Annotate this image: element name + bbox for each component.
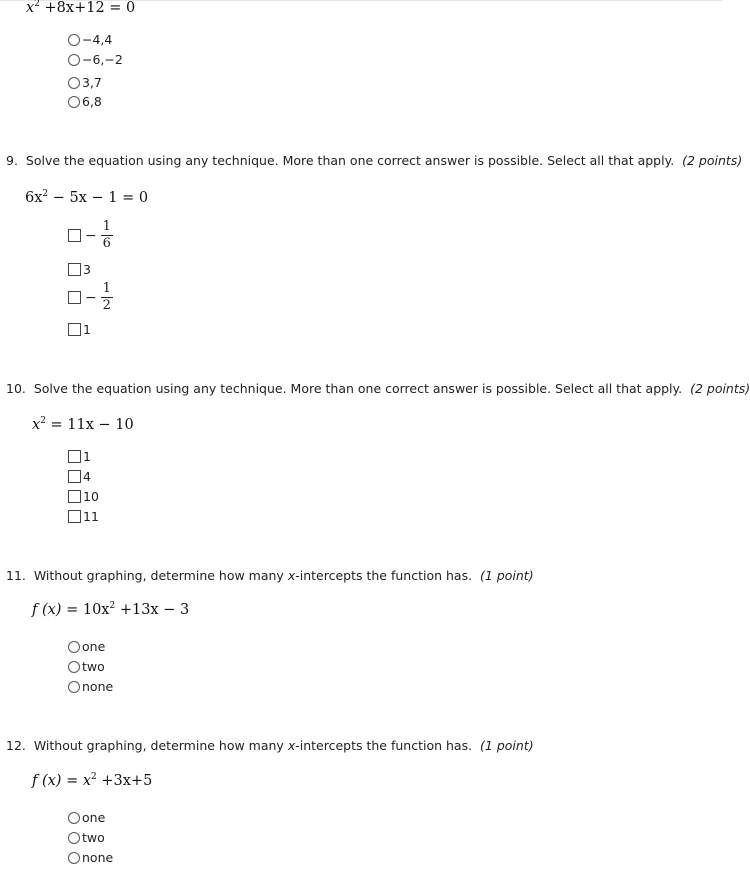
q10-option-10[interactable] bbox=[68, 489, 99, 504]
q12-option-two[interactable] bbox=[68, 830, 105, 845]
radio-button[interactable] bbox=[68, 832, 80, 844]
option-label: two bbox=[82, 659, 105, 674]
option-label: 3 bbox=[83, 262, 91, 277]
option-label: −4,4 bbox=[82, 32, 113, 47]
q11-prompt: 11. Without graphing, determine how many x-intercepts the function has. (1 point) bbox=[6, 568, 534, 583]
q12-prompt: 12. Without graphing, determine how many x-intercepts the function has. (1 point) bbox=[6, 738, 534, 753]
q12-equation: f $(x) = x^2 +3x+5$ bbox=[32, 772, 153, 789]
q12-option-none[interactable] bbox=[68, 850, 113, 865]
checkbox[interactable] bbox=[68, 263, 81, 276]
radio-button[interactable] bbox=[68, 641, 80, 653]
q9-option-neg-one-sixth[interactable]: − $\frac{1}{6}$ bbox=[68, 220, 113, 251]
checkbox[interactable] bbox=[68, 323, 81, 336]
q9-option-neg-one-half[interactable]: − $\frac{1}{2}$ bbox=[68, 282, 113, 313]
option-label: 4 bbox=[83, 469, 91, 484]
q12-points: (1 point) bbox=[480, 738, 534, 753]
q10-points: (2 points) bbox=[690, 381, 750, 396]
q10-option-1[interactable] bbox=[68, 449, 91, 464]
option-label: −6,−2 bbox=[82, 52, 123, 67]
checkbox[interactable] bbox=[68, 470, 81, 483]
q9-option-1[interactable] bbox=[68, 322, 91, 337]
radio-button[interactable] bbox=[68, 77, 80, 89]
q8-option-4[interactable] bbox=[68, 94, 102, 109]
option-label: two bbox=[82, 830, 105, 845]
option-label: 10 bbox=[83, 489, 99, 504]
q11-option-one[interactable] bbox=[68, 639, 105, 654]
radio-button[interactable] bbox=[68, 54, 80, 66]
option-label: 11 bbox=[83, 509, 99, 524]
checkbox[interactable] bbox=[68, 490, 81, 503]
option-label: one bbox=[82, 639, 106, 654]
radio-button[interactable] bbox=[68, 661, 80, 673]
radio-button[interactable] bbox=[68, 852, 80, 864]
checkbox[interactable] bbox=[68, 291, 81, 304]
q11-option-two[interactable] bbox=[68, 659, 105, 674]
option-label: 6,8 bbox=[82, 94, 102, 109]
q8-equation: $x^2 +8x+12 = 0$ bbox=[26, 0, 136, 16]
option-label: none bbox=[82, 850, 114, 865]
q11-points: (1 point) bbox=[480, 568, 534, 583]
checkbox[interactable] bbox=[68, 450, 81, 463]
option-label: 3,7 bbox=[82, 75, 102, 90]
radio-button[interactable] bbox=[68, 681, 80, 693]
option-label: one bbox=[82, 810, 106, 825]
radio-button[interactable] bbox=[68, 96, 80, 108]
q12-option-one[interactable] bbox=[68, 810, 105, 825]
fraction: $\frac{1}{2}$ bbox=[102, 281, 111, 313]
fraction: $\frac{1}{6}$ bbox=[102, 219, 111, 251]
q10-option-11[interactable] bbox=[68, 509, 99, 524]
q11-option-none[interactable] bbox=[68, 679, 113, 694]
option-label: none bbox=[82, 679, 114, 694]
q8-option-3[interactable] bbox=[68, 75, 102, 90]
checkbox[interactable] bbox=[68, 510, 81, 523]
q10-prompt: 10. Solve the equation using any technique. More than one correct answer is possible. Select all that apply. (2 points) bbox=[6, 381, 750, 396]
q9-option-3[interactable] bbox=[68, 262, 91, 277]
q8-option-1[interactable] bbox=[68, 32, 112, 47]
q10-equation: $x^2 = 11x - 10$ bbox=[32, 416, 134, 433]
q8-option-2[interactable] bbox=[68, 52, 123, 67]
q9-prompt: 9. Solve the equation using any technique. More than one correct answer is possible. Select all that apply. (2 points) bbox=[6, 153, 743, 168]
option-label: 1 bbox=[83, 322, 91, 337]
option-label: 1 bbox=[83, 449, 91, 464]
q9-equation: $6x^2 - 5x - 1 = 0$ bbox=[25, 189, 149, 206]
q9-points: (2 points) bbox=[682, 153, 743, 168]
q11-equation: f $(x) = 10x^2 +13x - 3$ bbox=[32, 601, 190, 618]
radio-button[interactable] bbox=[68, 812, 80, 824]
q10-option-4[interactable] bbox=[68, 469, 91, 484]
checkbox[interactable] bbox=[68, 229, 81, 242]
radio-button[interactable] bbox=[68, 34, 80, 46]
